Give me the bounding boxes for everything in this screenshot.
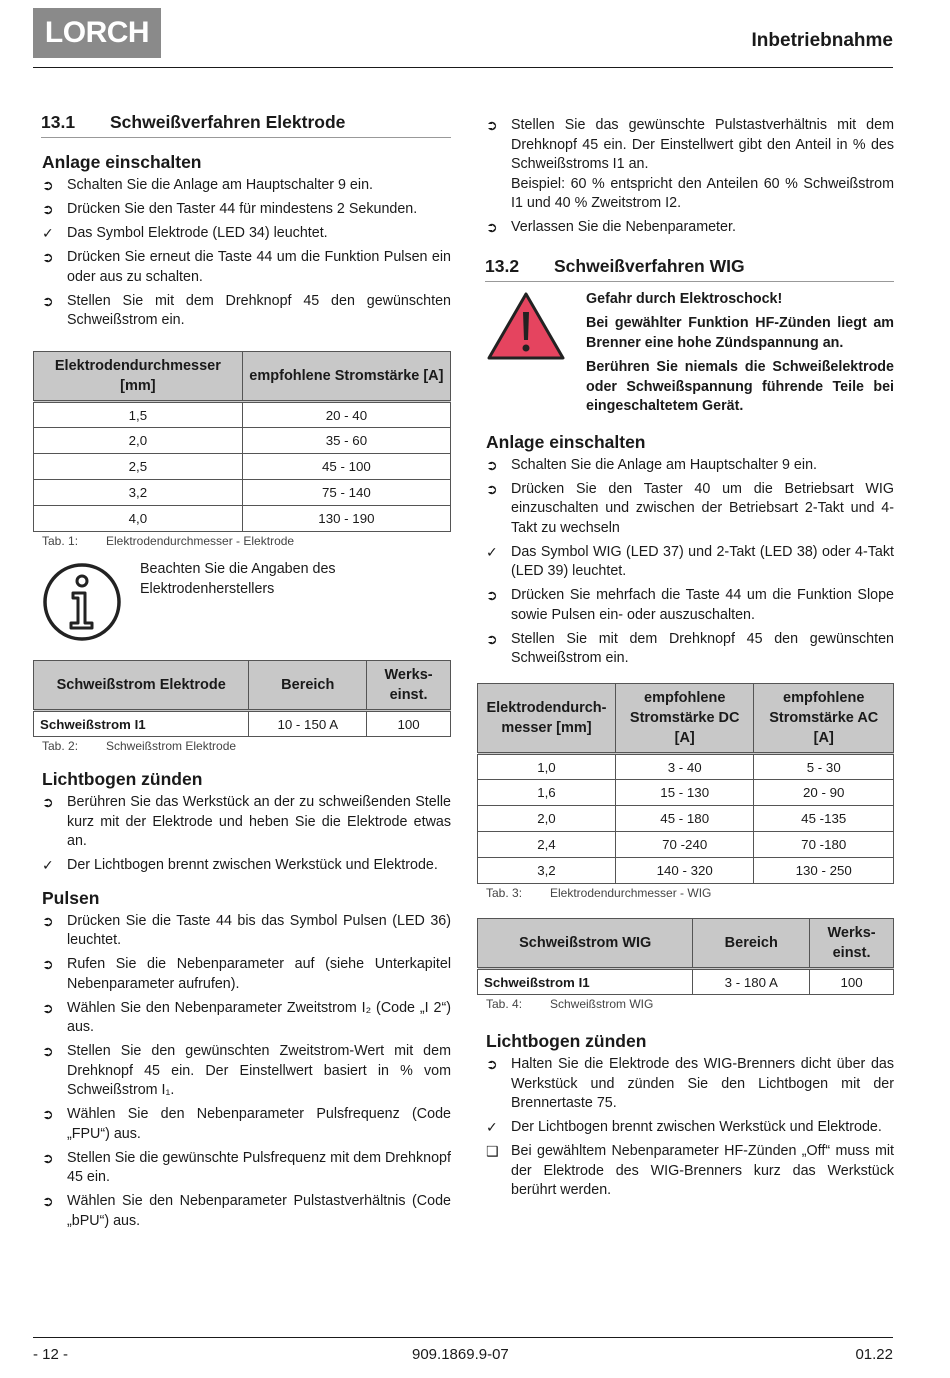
table-header-row	[34, 352, 451, 402]
arrow-bullet-icon: ➲	[42, 1193, 54, 1209]
caption-text: Schweißstrom WIG	[550, 997, 654, 1011]
doc-number: 909.1869.9-07	[412, 1346, 509, 1363]
info-note	[42, 562, 451, 642]
table-row	[34, 454, 451, 480]
warning-title: Gefahr durch Elektroschock!	[586, 290, 783, 307]
section-number: 13.1	[41, 112, 76, 132]
arrow-bullet-icon: ➲	[42, 201, 54, 217]
anlage-heading-wig: Anlage einschalten	[486, 431, 646, 452]
step-item	[486, 1142, 894, 1201]
step-item	[42, 1105, 451, 1144]
step-item	[42, 292, 451, 331]
table-header-row	[478, 919, 894, 969]
warning-line: Berühren Sie niemals die Schweißelektrode oder Schweißspannung führende Teile bei eingeschaltetem Gerät.	[586, 359, 894, 414]
arrow-bullet-icon: ➲	[42, 1149, 54, 1166]
step-item	[486, 456, 894, 476]
table-header-cell: Schweißstrom WIG	[478, 919, 693, 969]
table-cell: 3,2	[34, 480, 243, 506]
lorch-logo: LORCH	[33, 8, 161, 58]
table-cell: 70 -240	[615, 832, 754, 858]
step-text: Schalten Sie die Anlage am Hauptschalter 9 ein.	[67, 177, 373, 193]
arrow-bullet-icon: ➲	[42, 956, 54, 972]
section-number: 13.2	[485, 255, 520, 276]
table-row	[478, 754, 894, 780]
step-item	[42, 912, 451, 951]
step-item	[42, 200, 451, 220]
step-text: Drücken Sie die Taste 44 bis das Symbol Pulsen (LED 36) leuchtet.	[67, 912, 451, 948]
table-cell: 45 - 100	[242, 454, 450, 480]
section-heading-13-1	[41, 112, 451, 138]
step-text: Schalten Sie die Anlage am Hauptschalter 9 ein.	[511, 456, 817, 473]
info-text: Beachten Sie die Angaben des Elektrodenherstellers	[140, 561, 336, 597]
step-item	[42, 1192, 451, 1231]
table-cell: 130 - 190	[242, 506, 450, 532]
caption-number: Tab. 4:	[486, 997, 523, 1011]
check-bullet-icon: ✓	[42, 857, 54, 873]
step-text: Wählen Sie den Nebenparameter Pulstastverhältnis (Code „bPU“) aus.	[67, 1193, 451, 1229]
table-header-row	[478, 684, 894, 754]
table-schweissstrom-wig	[477, 918, 894, 995]
check-bullet-icon: ✓	[42, 225, 54, 241]
arrow-bullet-icon: ➲	[42, 292, 54, 309]
arrow-bullet-icon: ➲	[486, 1056, 498, 1072]
section-title: Schweißverfahren Elektrode	[110, 112, 346, 132]
arrow-bullet-icon: ➲	[42, 1106, 54, 1122]
step-item	[486, 543, 894, 582]
step-text: Drücken Sie den Taster 44 für mindestens 2 Sekunden.	[67, 201, 418, 217]
page-header-title: Inbetriebnahme	[751, 30, 893, 51]
step-text: Das Symbol Elektrode (LED 34) leuchtet.	[67, 225, 328, 241]
step-text: Der Lichtbogen brennt zwischen Werkstück und Elektrode.	[511, 1119, 882, 1135]
table-caption-3	[486, 886, 894, 900]
table-cell: 35 - 60	[242, 428, 450, 454]
table-cell: 100	[810, 969, 894, 995]
anlage-steps-wig	[486, 456, 894, 669]
step-item	[42, 224, 451, 244]
step-text: Stellen Sie das gewünschte Pulstastverhältnis mit dem Drehknopf 45 ein. Der Einstellwert gibt den Anteil in % des Schweißstroms I1 an. Beispiel: 60 % entspricht den Anteilen 60 % Schweißstrom I1 und 40 % Zweitstrom I2.	[511, 117, 894, 211]
table-cell: 1,0	[478, 754, 616, 780]
table-wig-diameter	[477, 683, 894, 884]
caption-text: Elektrodendurchmesser - WIG	[550, 886, 712, 900]
step-text: Wählen Sie den Nebenparameter Pulsfrequenz (Code „FPU“) aus.	[67, 1106, 451, 1142]
check-bullet-icon: ✓	[486, 543, 498, 560]
step-text: Drücken Sie den Taster 40 um die Betriebsart WIG einzuschalten und zwischen der Betriebsart 2-Takt und 4-Takt zu wechseln	[511, 480, 894, 536]
table-header-cell: Bereich	[249, 661, 367, 711]
caption-number: Tab. 2:	[42, 739, 79, 753]
table-header-cell: Elektrodendurchmesser [mm]	[34, 352, 243, 402]
table-row	[478, 832, 894, 858]
arrow-bullet-icon: ➲	[486, 630, 498, 647]
step-item	[486, 218, 894, 238]
step-item	[486, 630, 894, 669]
arrow-bullet-icon: ➲	[42, 177, 54, 193]
table-cell: 3 - 40	[615, 754, 754, 780]
step-item	[486, 1118, 894, 1138]
table-cell: 3 - 180 A	[693, 969, 810, 995]
step-item	[42, 176, 451, 196]
caption-text: Elektrodendurchmesser - Elektrode	[106, 534, 295, 548]
table-cell: 100	[367, 711, 451, 737]
anlage-heading: Anlage einschalten	[42, 152, 202, 172]
step-item	[486, 1055, 894, 1114]
check-bullet-icon: ✓	[486, 1119, 498, 1135]
right-column	[486, 116, 894, 1205]
step-text: Berühren Sie das Werkstück an der zu schweißenden Stelle kurz mit der Elektrode und heben Sie die Elektrode etwas an.	[67, 794, 451, 849]
table-header-row	[34, 661, 451, 711]
pulsen-steps	[42, 912, 451, 1232]
table-cell: 4,0	[34, 506, 243, 532]
table-cell: 20 - 40	[242, 402, 450, 428]
header-rule	[33, 67, 893, 68]
step-text: Verlassen Sie die Nebenparameter.	[511, 219, 736, 235]
step-text: Stellen Sie den gewünschten Zweitstrom-Wert mit dem Drehknopf 45 ein. Der Einstellwert basiert in % vom Schweißstrom I₁.	[67, 1043, 451, 1098]
table-row	[34, 711, 451, 737]
step-item	[486, 116, 894, 214]
caption-number: Tab. 1:	[42, 534, 79, 548]
caption-text: Schweißstrom Elektrode	[106, 739, 237, 753]
step-item	[42, 955, 451, 994]
table-cell: 45 - 180	[615, 806, 754, 832]
table-cell: 75 - 140	[242, 480, 450, 506]
table-header-cell: empfohlene Stromstärke [A]	[242, 352, 450, 402]
table-row	[478, 858, 894, 884]
step-text: Drücken Sie erneut die Taste 44 um die Funktion Pulsen ein oder aus zu schalten.	[67, 249, 451, 285]
step-text: Rufen Sie die Nebenparameter auf (siehe Unterkapitel Nebenparameter aufrufen).	[67, 956, 451, 992]
step-text: Stellen Sie mit dem Drehknopf 45 den gewünschten Schweißstrom ein.	[511, 630, 894, 666]
step-text: Stellen Sie mit dem Drehknopf 45 den gewünschten Schweißstrom ein.	[67, 292, 451, 328]
step-text: Bei gewähltem Nebenparameter HF-Zünden „Off“ muss mit der Elektrode des WIG-Brenners kurz das Werkstück berührt werden.	[511, 1143, 894, 1198]
arrow-bullet-icon: ➲	[486, 219, 498, 235]
arrow-bullet-icon: ➲	[486, 456, 498, 473]
table-cell: 130 - 250	[754, 858, 894, 884]
step-item	[486, 480, 894, 539]
footer-rule	[33, 1337, 893, 1338]
arrow-bullet-icon: ➲	[486, 480, 498, 497]
table-header-cell: Elektrodendurch-messer [mm]	[478, 684, 616, 754]
table-header-cell: empfohlene Stromstärke AC [A]	[754, 684, 894, 754]
step-text: Das Symbol WIG (LED 37) und 2-Takt (LED 38) oder 4-Takt (LED 39) leuchtet.	[511, 543, 894, 579]
table-cell: 1,5	[34, 402, 243, 428]
table-cell: Schweißstrom I1	[34, 711, 249, 737]
warning-box	[486, 290, 894, 422]
warning-line: Bei gewählter Funktion HF-Zünden liegt am Brenner eine hohe Zündspannung an.	[586, 315, 894, 351]
table-cell: 45 -135	[754, 806, 894, 832]
arrow-bullet-icon: ➲	[486, 587, 498, 603]
table-header-cell: Werks-einst.	[367, 661, 451, 711]
arrow-bullet-icon: ➲	[42, 249, 54, 265]
table-row	[478, 806, 894, 832]
step-text: Wählen Sie den Nebenparameter Zweitstrom I₂ (Code „I 2“) aus.	[67, 999, 451, 1035]
pulse-ratio-steps	[486, 116, 894, 238]
table-row	[34, 480, 451, 506]
table-schweissstrom-elektrode	[33, 660, 451, 737]
table-cell: 2,0	[34, 428, 243, 454]
step-text: Drücken Sie mehrfach die Taste 44 um die Funktion Slope sowie Pulsen ein- oder auszuschalten.	[511, 587, 894, 623]
step-item	[486, 586, 894, 625]
step-text: Der Lichtbogen brennt zwischen Werkstück und Elektrode.	[67, 857, 438, 873]
section-heading-13-2	[485, 256, 894, 282]
step-text: Stellen Sie die gewünschte Pulsfrequenz mit dem Drehknopf 45 ein.	[67, 1149, 451, 1185]
info-icon	[42, 562, 122, 642]
arrow-bullet-icon: ➲	[42, 1043, 54, 1059]
table-row	[478, 780, 894, 806]
left-column	[42, 112, 451, 1236]
caption-number: Tab. 3:	[486, 886, 523, 900]
table-row	[478, 969, 894, 995]
table-cell: 2,5	[34, 454, 243, 480]
step-item	[42, 1149, 451, 1188]
step-item	[42, 793, 451, 852]
section-title: Schweißverfahren WIG	[554, 255, 745, 276]
table-cell: 15 - 130	[615, 780, 754, 806]
lichtbogen-steps-wig	[486, 1055, 894, 1201]
arrow-bullet-icon: ➲	[486, 117, 498, 133]
table-header-cell: empfohlene Stromstärke DC [A]	[615, 684, 754, 754]
table-caption-4	[486, 997, 894, 1011]
table-cell: 140 - 320	[615, 858, 754, 884]
warning-text	[586, 290, 894, 422]
table-row	[34, 428, 451, 454]
pulsen-heading: Pulsen	[42, 887, 100, 908]
table-header-cell: Bereich	[693, 919, 810, 969]
table-cell: Schweißstrom I1	[478, 969, 693, 995]
table-cell: 10 - 150 A	[249, 711, 367, 737]
warning-triangle-icon	[486, 290, 566, 362]
table-caption-1	[42, 534, 451, 548]
table-elektrode-diameter	[33, 351, 451, 532]
anlage-steps	[42, 176, 451, 331]
table-cell: 1,6	[478, 780, 616, 806]
lichtbogen-heading-wig: Lichtbogen zünden	[486, 1031, 647, 1051]
table-cell: 20 - 90	[754, 780, 894, 806]
table-cell: 5 - 30	[754, 754, 894, 780]
doc-date: 01.22	[855, 1346, 893, 1363]
table-cell: 2,4	[478, 832, 616, 858]
step-item	[42, 1042, 451, 1101]
lichtbogen-steps	[42, 793, 451, 876]
lichtbogen-heading: Lichtbogen zünden	[42, 769, 203, 789]
table-row	[34, 402, 451, 428]
arrow-bullet-icon: ➲	[42, 794, 54, 810]
table-cell: 70 -180	[754, 832, 894, 858]
table-header-cell: Werks-einst.	[810, 919, 894, 969]
table-cell: 3,2	[478, 858, 616, 884]
arrow-bullet-icon: ➲	[42, 999, 54, 1016]
step-text: Halten Sie die Elektrode des WIG-Brenners dicht über das Werkstück und zünden Sie den Lichtbogen mit der Brennertaste 75.	[511, 1056, 894, 1111]
step-item	[42, 856, 451, 876]
table-row	[34, 506, 451, 532]
table-header-cell: Schweißstrom Elektrode	[34, 661, 249, 711]
checkbox-bullet-icon: ❑	[486, 1143, 499, 1159]
step-item	[42, 999, 451, 1038]
step-item	[42, 248, 451, 287]
page-number: - 12 -	[33, 1346, 69, 1363]
table-cell: 2,0	[478, 806, 616, 832]
table-caption-2	[42, 739, 451, 753]
arrow-bullet-icon: ➲	[42, 912, 54, 929]
